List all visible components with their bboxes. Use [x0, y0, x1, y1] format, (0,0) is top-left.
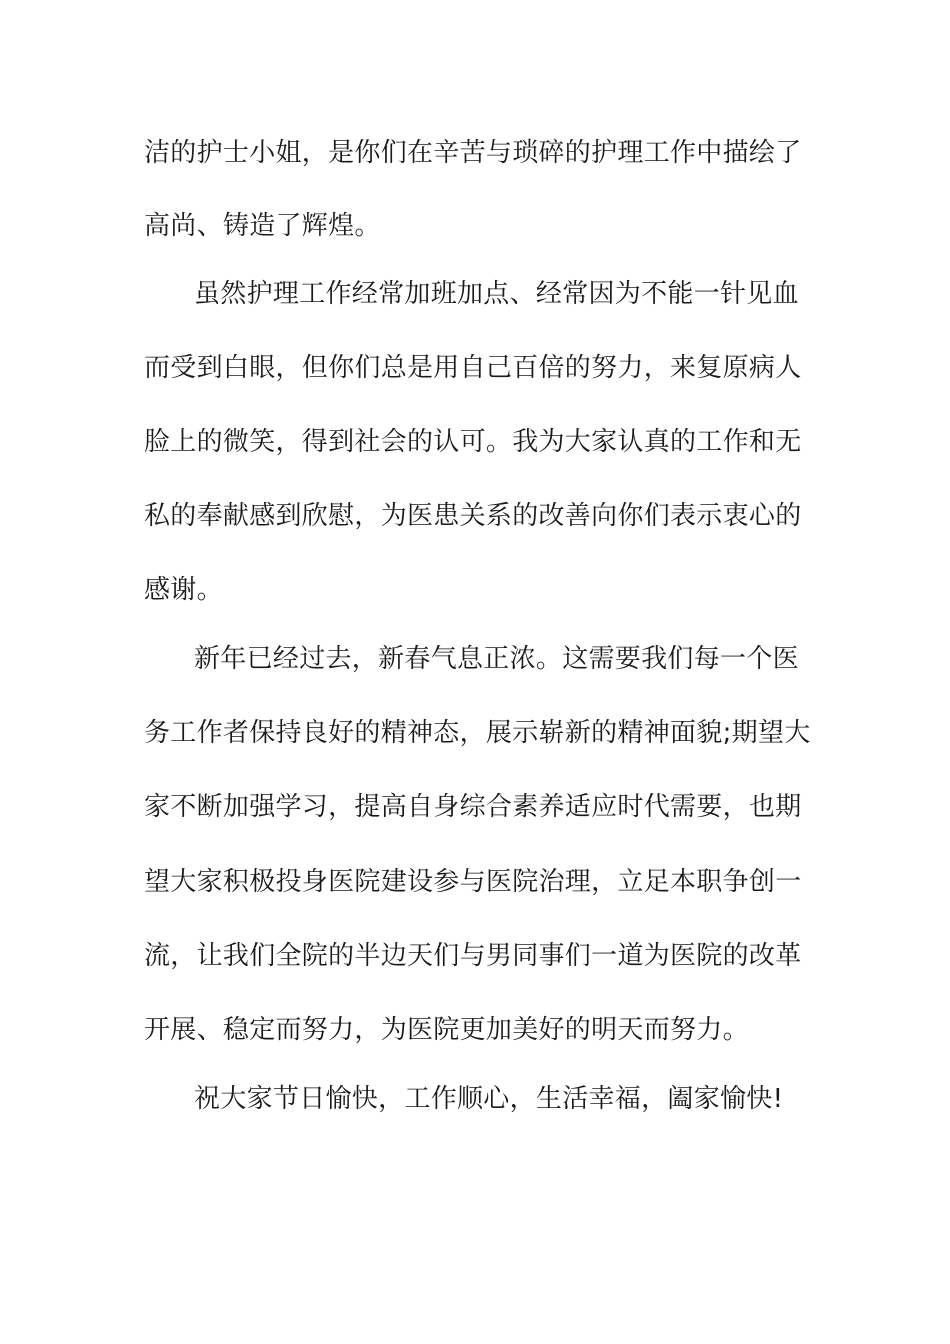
text-line: 洁的护士小姐，是你们在辛苦与琐碎的护理工作中描绘了 [144, 138, 802, 168]
text-line: 务工作者保持良好的精神态，展示崭新的精神面貌;期望大 [144, 718, 811, 748]
text-line: 家不断加强学习，提高自身综合素养适应时代需要，也期 [144, 792, 802, 822]
text-line: 感谢。 [144, 575, 223, 605]
text-line: 开展、稳定而努力，为医院更加美好的明天而努力。 [144, 1015, 749, 1045]
text-line: 脸上的微笑，得到社会的认可。我为大家认真的工作和无 [144, 427, 802, 457]
text-line: 望大家积极投身医院建设参与医院治理，立足本职争创一 [144, 867, 802, 897]
text-line: 流，让我们全院的半边天们与男同事们一道为医院的改革 [144, 941, 802, 971]
text-line: 新年已经过去，新春气息正浓。这需要我们每一个医 [194, 644, 799, 674]
text-line: 高尚、铸造了辉煌。 [144, 211, 381, 241]
text-line: 而受到白眼，但你们总是用自己百倍的努力，来复原病人 [144, 353, 802, 383]
text-line: 虽然护理工作经常加班加点、经常因为不能一针见血 [194, 279, 799, 309]
text-line: 祝大家节日愉快，工作顺心，生活幸福，阖家愉快! [194, 1084, 784, 1114]
text-line: 私的奉献感到欣慰，为医患关系的改善向你们表示衷心的 [144, 501, 802, 531]
